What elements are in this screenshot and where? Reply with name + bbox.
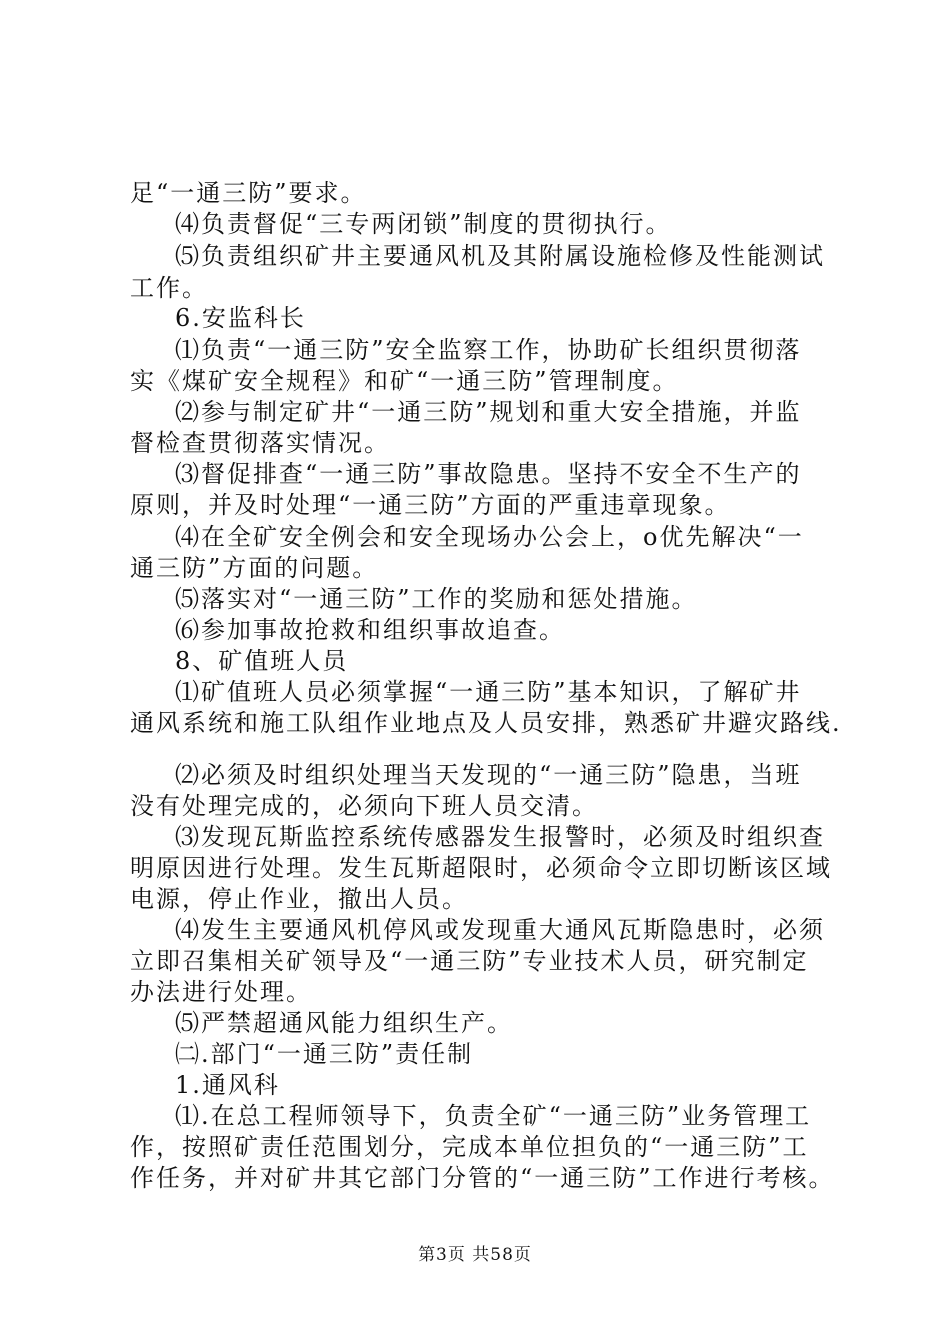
text-line: 办法进行处理。 — [130, 978, 312, 1006]
text-line: 实《煤矿安全规程》和矿“一通三防”管理制度。 — [130, 367, 679, 395]
text-line: 作，按照矿责任范围划分，完成本单位担负的“一通三防”工 — [130, 1133, 809, 1161]
text-line: 电源，停止作业，撤出人员。 — [130, 885, 468, 913]
text-line: ⑵必须及时组织处理当天发现的“一通三防”隐患，当班 — [175, 761, 802, 789]
text-line: ⑷发生主要通风机停风或发现重大通风瓦斯隐患时，必须 — [175, 916, 825, 944]
text-line: ⑶督促排查“一通三防”事故隐患。坚持不安全不生产的 — [175, 460, 802, 488]
text-line: ⑹参加事故抢救和组织事故追查。 — [175, 616, 565, 644]
text-line: 6.安监科长 — [175, 304, 306, 332]
page-number: 第3页 共58页 — [418, 1245, 532, 1265]
text-line: 足“一通三防”要求。 — [130, 179, 367, 207]
text-line: ⑴负责“一通三防”安全监察工作，协助矿长组织贯彻落 — [175, 336, 802, 364]
text-line: ⑸严禁超通风能力组织生产。 — [175, 1009, 513, 1037]
text-line: ⑶发现瓦斯监控系统传感器发生报警时，必须及时组织查 — [175, 823, 825, 851]
text-line: 没有处理完成的，必须向下班人员交清。 — [130, 792, 598, 820]
text-line: ⑸负责组织矿井主要通风机及其附属设施检修及性能测试 — [175, 242, 825, 270]
section-heading: ㈡.部门“一通三防”责任制 — [175, 1040, 474, 1068]
text-line: 督检查贯彻落实情况。 — [130, 429, 390, 457]
text-line: 立即召集相关矿领导及“一通三防”专业技术人员，研究制定 — [130, 947, 809, 975]
text-line: ⑸落实对“一通三防”工作的奖励和惩处措施。 — [175, 585, 698, 613]
section-heading: 1.通风科 — [175, 1071, 280, 1099]
text-line: ⑷在全矿安全例会和安全现场办公会上，o优先解决“一 — [175, 523, 804, 551]
text-line: 原则，并及时处理“一通三防”方面的严重违章现象。 — [130, 491, 731, 519]
text-line: ⑷负责督促“三专两闭锁”制度的贯彻执行。 — [175, 210, 672, 238]
text-line: 作任务，并对矿井其它部门分管的“一通三防”工作进行考核。 — [130, 1164, 835, 1192]
text-line: ⑵参与制定矿井“一通三防”规划和重大安全措施，并监 — [175, 398, 802, 426]
text-line: ⑴.在总工程师领导下，负责全矿“一通三防”业务管理工 — [175, 1102, 812, 1130]
text-line: 明原因进行处理。发生瓦斯超限时，必须命令立即切断该区域 — [130, 854, 832, 882]
section-heading: 8、矿值班人员 — [175, 647, 349, 675]
text-line: 通风系统和施工队组作业地点及人员安排，熟悉矿井避灾路线. — [130, 709, 842, 737]
text-line: 工作。 — [130, 274, 208, 302]
text-line: 通三防”方面的问题。 — [130, 554, 379, 582]
text-line: ⑴矿值班人员必须掌握“一通三防”基本知识，了解矿井 — [175, 678, 802, 706]
